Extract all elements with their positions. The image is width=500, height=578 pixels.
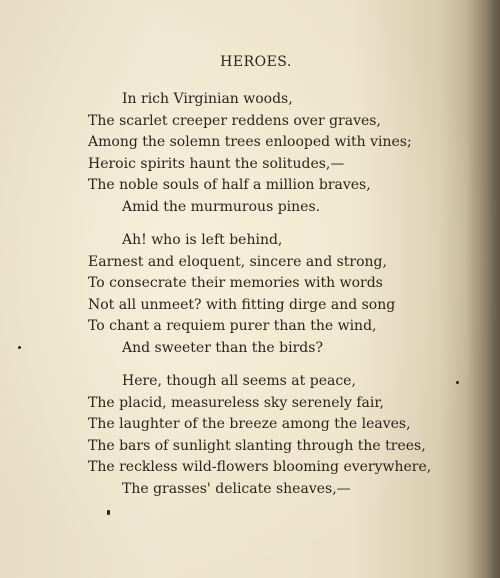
paper-speck (456, 381, 459, 384)
stanza-3 (88, 371, 468, 500)
poem-line: Amid the murmurous pines. (122, 198, 321, 215)
poem-line: The noble souls of half a million braves, (88, 177, 371, 193)
poem-line: Not all unmeet? with fitting dirge and song (88, 296, 396, 313)
stanza-1 (88, 89, 468, 218)
poem-line: To chant a requiem purer than the wind, (88, 318, 377, 334)
poem-line: Ah! who is left behind, (122, 232, 283, 248)
poem-line: Heroic spirits haunt the solitudes,— (88, 155, 345, 172)
poem-line: And sweeter than the birds? (122, 339, 323, 356)
page-gutter-shadow (466, 0, 500, 578)
poem-title-text: HEROES. (220, 54, 292, 70)
poem-line: The scarlet creeper reddens over graves, (88, 112, 381, 129)
paper-speck (107, 510, 110, 515)
poem-line: Here, though all seems at peace, (122, 373, 356, 389)
poem-line: To consecrate their memories with words (88, 275, 383, 291)
paper-speck (18, 346, 21, 349)
poem-line: Earnest and eloquent, sincere and strong, (88, 253, 387, 270)
poem-line: In rich Virginian woods, (122, 91, 293, 107)
poem-line: The laughter of the breeze among the leaves, (88, 416, 411, 432)
poem-line: The placid, measureless sky serenely fair, (88, 394, 384, 411)
poem-title (0, 54, 500, 70)
poem-line: The grasses' delicate sheaves,— (122, 480, 351, 497)
poem-line: The reckless wild-flowers blooming everywhere, (88, 459, 432, 475)
poem-line: The bars of sunlight slanting through the trees, (88, 437, 426, 454)
poem-line: Among the solemn trees enlooped with vines; (88, 134, 412, 150)
stanza-2 (88, 230, 468, 359)
